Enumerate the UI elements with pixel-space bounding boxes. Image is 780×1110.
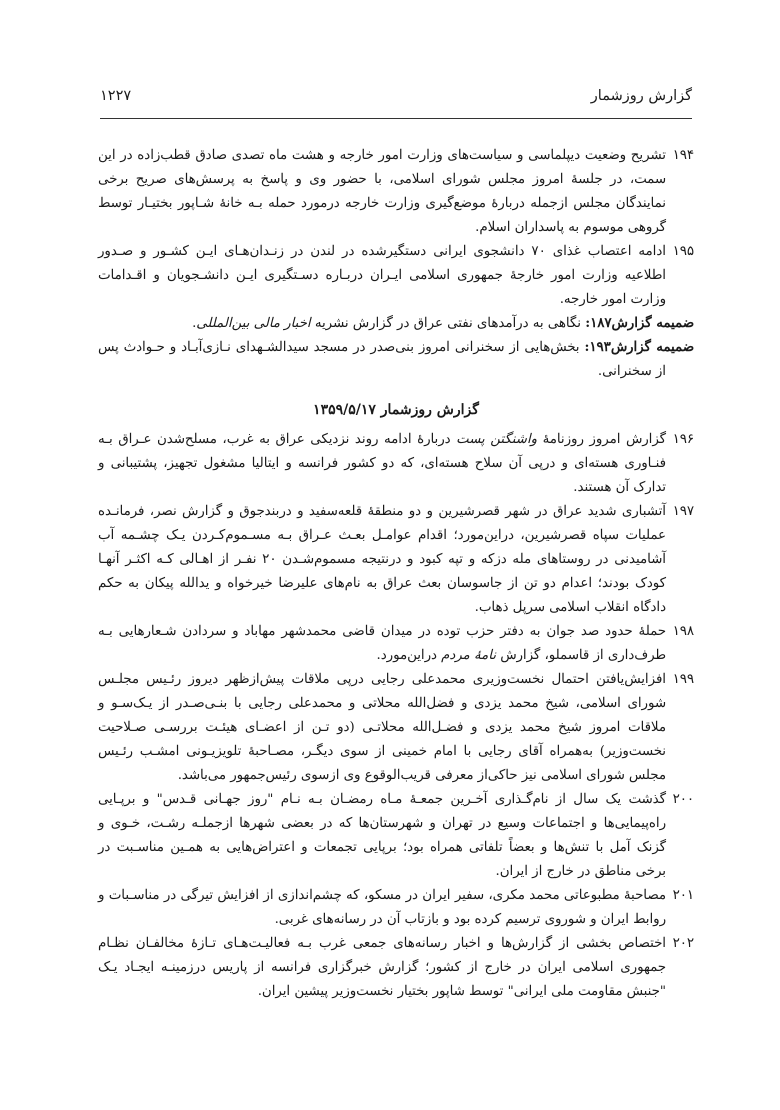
annex-source: اخبار مالی بین‌المللی xyxy=(196,316,311,331)
entry-text: آتشباری شدید عراق در شهر قصرشیرین و دو منطقهٔ قلعه‌سفید و دربندجوق و گزارش نصر، فرمانـده عملیات سپاه قصرشیرین، دراین‌مورد؛ اقدام عوامـل بعـث عـراق بـه مسـموم‌کـردن یـک چشـمه آب آشامیدنی در روستاهای مله دزکه و تپه کبود و درنتیجه مسموم‌شـدن ۲۰ نفـر از اهـالی کـه اکثـر آنهـا کودک بودند؛ اعدام دو تن از جاسوسان بعث عراق به نام‌های علیرضا خیرخواه و یدالله پیکان به حکم دادگاه انقلاب اسلامی سرپل ذهاب. xyxy=(98,504,666,615)
entry-194 xyxy=(98,144,694,240)
header-title: گزارش روزشمار xyxy=(590,88,692,104)
annex-text: نگاهی به درآمدهای نفتی عراق در گزارش نشریه xyxy=(310,316,586,331)
running-header xyxy=(100,88,692,104)
entry-text xyxy=(98,620,666,668)
annex-193 xyxy=(98,336,694,384)
annex-end: . xyxy=(192,316,197,331)
entry-number: ۱۹۴ xyxy=(672,148,694,163)
entry-202 xyxy=(98,932,694,1004)
annex-text: بخش‌هایی از سخنرانی امروز بنی‌صدر در مسجد سیدالشـهدای نـازی‌آبـاد و حـوادث پس از سخنرانی. xyxy=(98,340,666,379)
annex-label: ضمیمه گزارش۱۹۳: xyxy=(584,340,694,355)
entry-198 xyxy=(98,620,694,668)
entry-number: ۲۰۲ xyxy=(672,936,694,951)
annex-187 xyxy=(98,312,694,336)
entry-197 xyxy=(98,500,694,620)
page-number: ۱۲۲۷ xyxy=(100,88,132,104)
entry-text: مصاحبهٔ مطبوعاتی محمد مکری، سفیر ایران در مسکو، که چشم‌اندازی از افزایش تیرگی در مناسـبات و روابط ایران و شوروی ترسیم کرده بود و بازتاب آن در رسانه‌های غربی. xyxy=(98,888,666,927)
entry-number: ۱۹۶ xyxy=(672,432,694,447)
entry-source: واشنگتن پست xyxy=(456,432,538,447)
entry-text: اختصاص بخشی از گزارش‌ها و اخبار رسانه‌های جمعی غرب بـه فعالیـت‌هـای تـازهٔ مخالفـان نظـام جمهوری اسلامی ایران در خارج از کشور؛ گزارش خبرگزاری فرانسه از پاریس درزمینـه ایجـاد یـک "جنبش مقاومت ملی ایرانی" توسط شاپور بختیار نخست‌وزیر پیشین ایران. xyxy=(98,936,666,999)
entry-text: ادامه اعتصاب غذای ۷۰ دانشجوی ایرانی دستگیرشده در لندن در زنـدان‌هـای ایـن کشـور و صـدور اطلاعیه وزارت امور خارجهٔ جمهوری اسلامی ایـران دربـاره دسـتگیری ایـن دانشـجویان و اقـدامات وزارت امور خارجه. xyxy=(98,244,666,307)
entry-number: ۱۹۵ xyxy=(672,244,694,259)
entry-text-after: دربارهٔ ادامه روند نزدیکی عراق به غرب، مسلح‌شدن عـراق بـه فنـاوری هسته‌ای و درپی آن سلاح هسته‌ای، که دو کشور فرانسه و ایتالیا مشغول تجهیز، پشتیبانی و تدارک آن هستند. xyxy=(98,432,666,495)
header-rule xyxy=(100,118,692,119)
entry-text: افزایش‌یافتن احتمال نخست‌وزیری محمدعلی رجایی درپی ملاقات پیش‌ازظهر دیروز رئـیس مجلـس شورای اسلامی، شیخ محمد یزدی و فضل‌الله محلاتی و محمدعلی رجایی با بنـی‌صـدر از یـک‌سـو و ملاقات امروز شیخ محمد یزدی و فضـل‌الله محلاتـی (دو تـن از اعضـای هیئـت بررسـی صـلاحیت نخست‌وزیر) به‌همراه آقای رجایی با امام خمینی از سوی دیگـر، مصـاحبهٔ تلویزیـونی امشـب رئـیس مجلس شورای اسلامی نیز حاکی‌از معرفی قریب‌الوقوع وی ازسوی رئیس‌جمهور می‌باشد. xyxy=(98,672,666,783)
entry-source: نامهٔ مردم xyxy=(441,648,497,663)
entry-201 xyxy=(98,884,694,932)
entry-text-before: گزارش امروز روزنامهٔ xyxy=(537,432,666,447)
section-title: گزارش روزشمار ۱۳۵۹/۵/۱۷ xyxy=(313,402,479,418)
entry-text-after: دراین‌مورد. xyxy=(376,648,442,663)
page-body xyxy=(98,144,694,1004)
entry-text xyxy=(98,428,666,500)
entry-200 xyxy=(98,788,694,884)
entry-number: ۱۹۷ xyxy=(672,504,694,519)
entry-number: ۲۰۱ xyxy=(672,888,694,903)
entry-number: ۲۰۰ xyxy=(672,792,694,807)
entry-text-before: حملهٔ حدود صد جوان به دفتر حزب توده در میدان قاضی محمدشهر مهاباد و سردادن شـعارهایی بـه طرف‌داری از قاسملو، گزارش xyxy=(98,624,666,663)
entry-number: ۱۹۸ xyxy=(672,624,694,639)
entry-195 xyxy=(98,240,694,312)
entry-text: گذشت یک سال از نام‌گـذاری آخـرین جمعـهٔ مـاه رمضـان بـه نـام "روز جهـانی قـدس" و برپـایی راه‌پیمایی‌ها و اجتماعات وسیع در تهران و شهرستان‌ها که در بعضی شهرها ازجملـه رشـت، خـوی و گزنک آمل با تنش‌ها و بعضاً تلفاتی همراه بود؛ برپایی تجمعات و اعتراض‌هایی به همـین مناسـبت در برخی مناطق در خارج از ایران. xyxy=(98,792,666,879)
entry-199 xyxy=(98,668,694,788)
entry-number: ۱۹۹ xyxy=(672,672,694,687)
entry-text: تشریح وضعیت دیپلماسی و سیاست‌های وزارت امور خارجه و هشت ماه تصدی صادق قطب‌زاده در این سمت، در جلسهٔ امروز مجلس شورای اسلامی، با حضور وی و پاسخ به پرسش‌های صریح برخی نمایندگان مجلس ازجمله دربارهٔ موضع‌گیری وزارت خارجه درمورد حمله بـه خانهٔ شـاپور بختیـار توسط گروهی موسوم به پاسداران اسلام. xyxy=(98,148,666,235)
entry-196 xyxy=(98,428,694,500)
annex-label: ضمیمه گزارش۱۸۷: xyxy=(585,316,694,331)
